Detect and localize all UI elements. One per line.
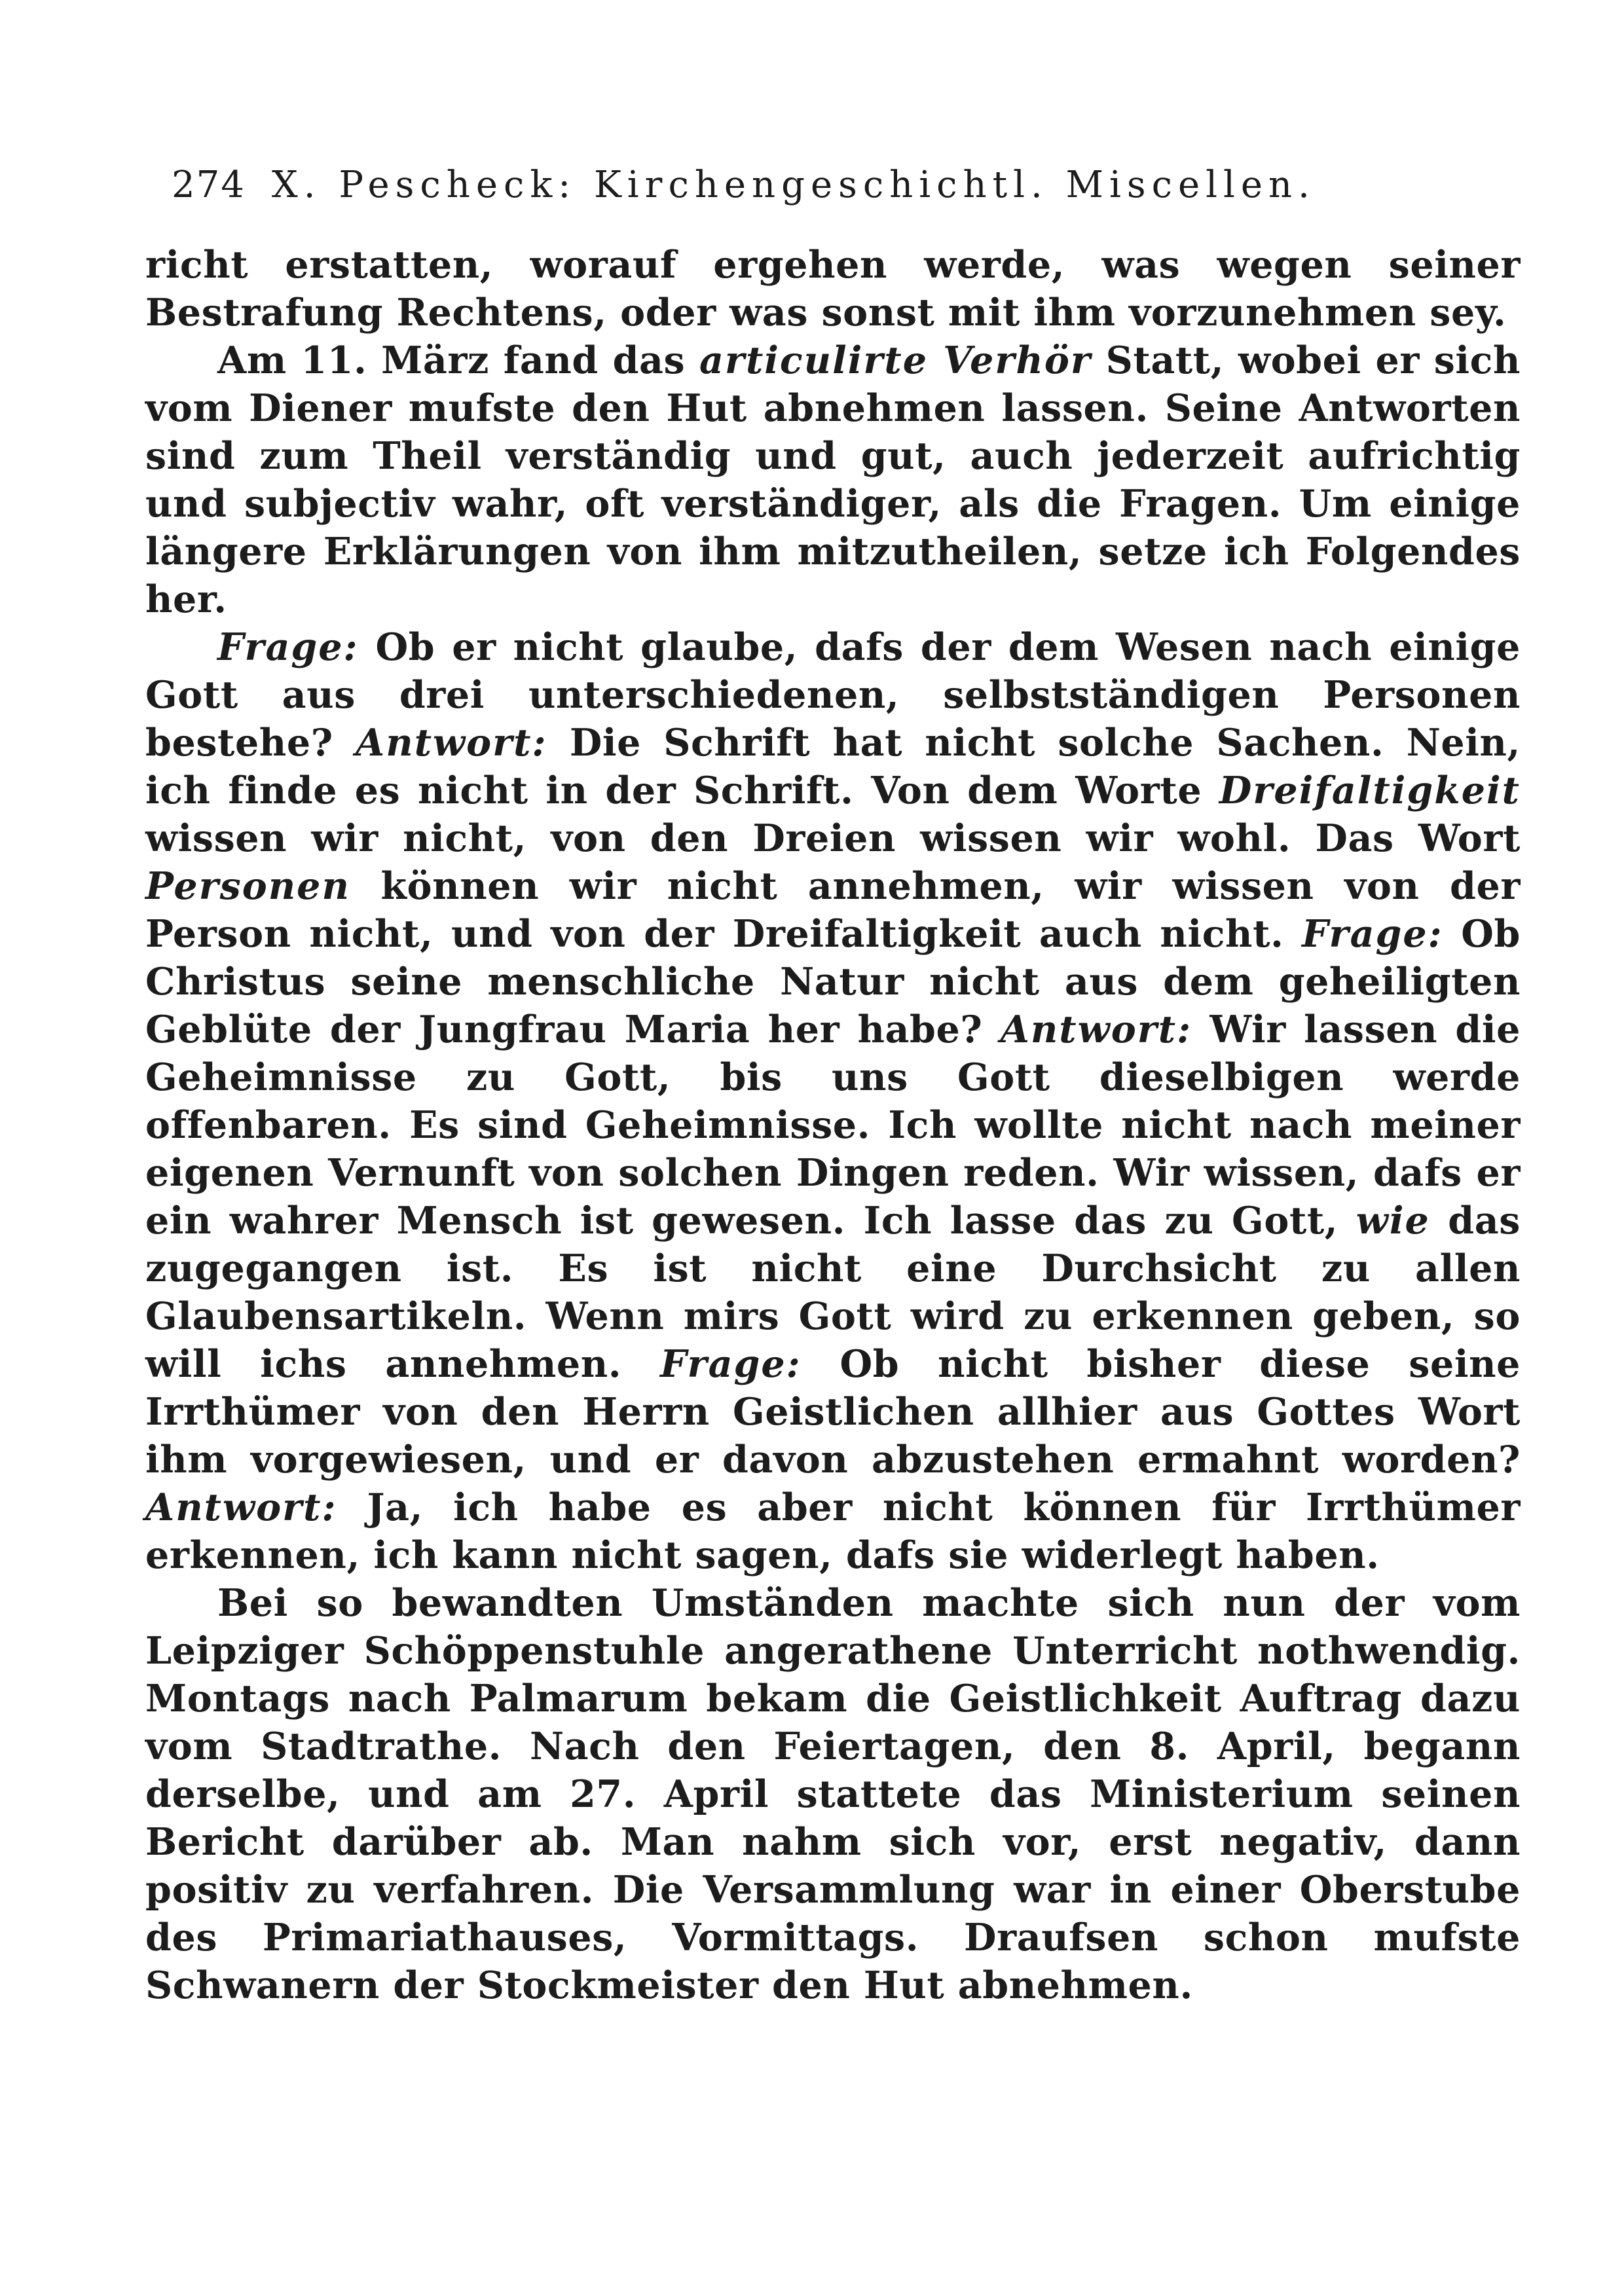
italic-text: Antwort: xyxy=(356,721,547,765)
running-title: X. Pescheck: Kirchengeschichtl. Miscellen. xyxy=(271,164,1316,206)
text-run: können wir nicht annehmen, wir wissen von der Person nicht, und von der Dreifaltigkeit auch nicht. xyxy=(145,864,1521,956)
paragraph xyxy=(145,337,1521,623)
paragraph xyxy=(145,241,1521,337)
text-run: Ob nicht bisher diese seine Irrthümer von den Herrn Geistlichen allhier aus Gottes Wort ihm vorgewiesen, und er davon abzustehen ermahnt worden? xyxy=(145,1342,1521,1482)
paragraph xyxy=(145,1579,1521,2009)
paragraph xyxy=(145,623,1521,1579)
text-run: Ob er nicht glaube, dafs der dem Wesen nach einige Gott aus drei unterschiedenen, selbstständigen Personen bestehe? xyxy=(145,625,1521,765)
text-run: das zugegangen ist. Es ist nicht eine Durchsicht zu allen Glaubensartikeln. Wenn mirs Gott wird zu erkennen geben, so will ichs annehmen. xyxy=(145,1199,1521,1386)
italic-text: wie xyxy=(1356,1199,1430,1243)
page-number: 274 xyxy=(172,164,246,206)
italic-text: Dreifaltigkeit xyxy=(1219,769,1521,812)
text-run: Wir lassen die Geheimnisse zu Gott, bis uns Gott dieselbigen werde offenbaren. Es sind Geheimnisse. Ich wollte nicht nach meiner eigenen Vernunft von solchen Dingen reden. Wir wissen, dafs er ein wahrer Mensch ist gewesen. Ich lasse das zu Gott, xyxy=(145,1008,1521,1243)
italic-text: Frage: xyxy=(217,625,359,669)
body-text xyxy=(145,241,1521,2009)
italic-text: articulirte Verhör xyxy=(699,338,1092,382)
text-run: wissen wir nicht, von den Dreien wissen wir wohl. Das Wort xyxy=(145,816,1521,860)
italic-text: Frage: xyxy=(660,1342,802,1386)
italic-text: Antwort: xyxy=(1000,1008,1192,1051)
text-run: Ob Christus seine menschliche Natur nicht aus dem geheiligten Geblüte der Jungfrau Maria her habe? xyxy=(145,912,1521,1051)
text-run: Am 11. März fand das xyxy=(217,338,699,382)
text-run: Die Schrift hat nicht solche Sachen. Nein, ich finde es nicht in der Schrift. Von dem Worte xyxy=(145,721,1521,812)
italic-text: Antwort: xyxy=(145,1485,337,1529)
italic-text: Frage: xyxy=(1302,912,1443,956)
running-header xyxy=(172,149,1521,221)
text-run: Statt, wobei er sich vom Diener mufste den Hut abnehmen lassen. Seine Antworten sind zum Theil verständig und gut, auch jederzeit aufrichtig und subjectiv wahr, oft verständiger, als die Fragen. Um einige längere Erklärungen von ihm mitzutheilen, setze ich Folgendes her. xyxy=(145,338,1521,621)
italic-text: Personen xyxy=(145,864,350,908)
text-run: richt erstatten, worauf ergehen werde, was wegen seiner Bestrafung Rechtens, oder was sonst mit ihm vorzunehmen sey. xyxy=(145,243,1521,335)
text-run: Ja, ich habe es aber nicht können für Irrthümer erkennen, ich kann nicht sagen, dafs sie widerlegt haben. xyxy=(145,1485,1521,1577)
text-run: Bei so bewandten Umständen machte sich nun der vom Leipziger Schöppenstuhle angerathene Unterricht nothwendig. Montags nach Palmarum bekam die Geistlichkeit Auftrag dazu vom Stadtrathe. Nach den Feiertagen, den 8. April, begann derselbe, und am 27. April stattete das Ministerium seinen Bericht darüber ab. Man nahm sich vor, erst negativ, dann positiv zu verfahren. Die Versammlung war in einer Oberstube des Primariathauses, Vormittags. Draufsen schon mufste Schwanern der Stockmeister den Hut abnehmen. xyxy=(145,1581,1521,2007)
